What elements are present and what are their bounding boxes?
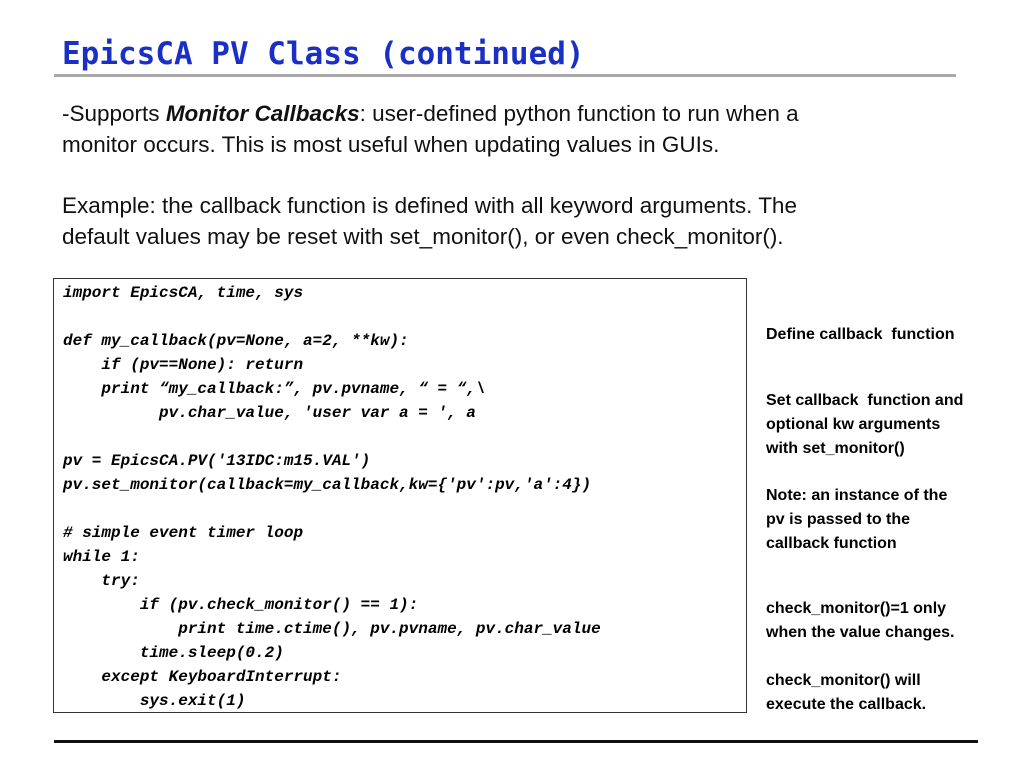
example-paragraph	[62, 190, 962, 252]
code-line: # simple event timer loop	[63, 524, 304, 542]
intro-line2: monitor occurs. This is most useful when updating values in GUIs.	[62, 132, 720, 157]
intro-paragraph	[62, 98, 962, 160]
note-define-callback: Define callback function	[766, 326, 955, 343]
code-line: if (pv.check_monitor() == 1):	[63, 596, 419, 614]
note-check-monitor-value: check_monitor()=1 only when the value changes.	[766, 600, 955, 641]
note-instance-passed: Note: an instance of the pv is passed to the callback function	[766, 487, 948, 552]
example-line2: default values may be reset with set_monitor(), or even check_monitor().	[62, 224, 784, 249]
code-line: print “my_callback:”, pv.pvname, “ = “,\	[63, 380, 486, 398]
code-block	[53, 278, 747, 713]
intro-prefix: -Supports	[62, 101, 166, 126]
code-line: time.sleep(0.2)	[63, 644, 284, 662]
title-underline	[54, 74, 956, 77]
slide-title: EpicsCA PV Class (continued)	[62, 36, 585, 72]
example-line1: Example: the callback function is defined with all keyword arguments. The	[62, 193, 797, 218]
bottom-rule	[54, 740, 978, 743]
code-line: pv.set_monitor(callback=my_callback,kw={'pv':pv,'a':4})	[63, 476, 592, 494]
intro-line1-suffix: : user-defined python function to run when a	[359, 101, 799, 126]
code-line: pv.char_value, 'user var a = ', a	[63, 404, 476, 422]
code-line: except KeyboardInterrupt:	[63, 668, 342, 686]
code-line: sys.exit(1)	[63, 692, 246, 710]
code-line: while 1:	[63, 548, 140, 566]
code-line: if (pv==None): return	[63, 356, 304, 374]
note-set-callback: Set callback function and optional kw arguments with set_monitor()	[766, 392, 964, 457]
code-line: print time.ctime(), pv.pvname, pv.char_value	[63, 620, 601, 638]
intro-emphasis: Monitor Callbacks	[165, 101, 360, 126]
code-line: import EpicsCA, time, sys	[63, 284, 304, 302]
code-line: pv = EpicsCA.PV('13IDC:m15.VAL')	[63, 452, 371, 470]
note-check-monitor-callback: check_monitor() will execute the callback.	[766, 672, 927, 713]
code-line: try:	[63, 572, 140, 590]
code-line: def my_callback(pv=None, a=2, **kw):	[63, 332, 409, 350]
